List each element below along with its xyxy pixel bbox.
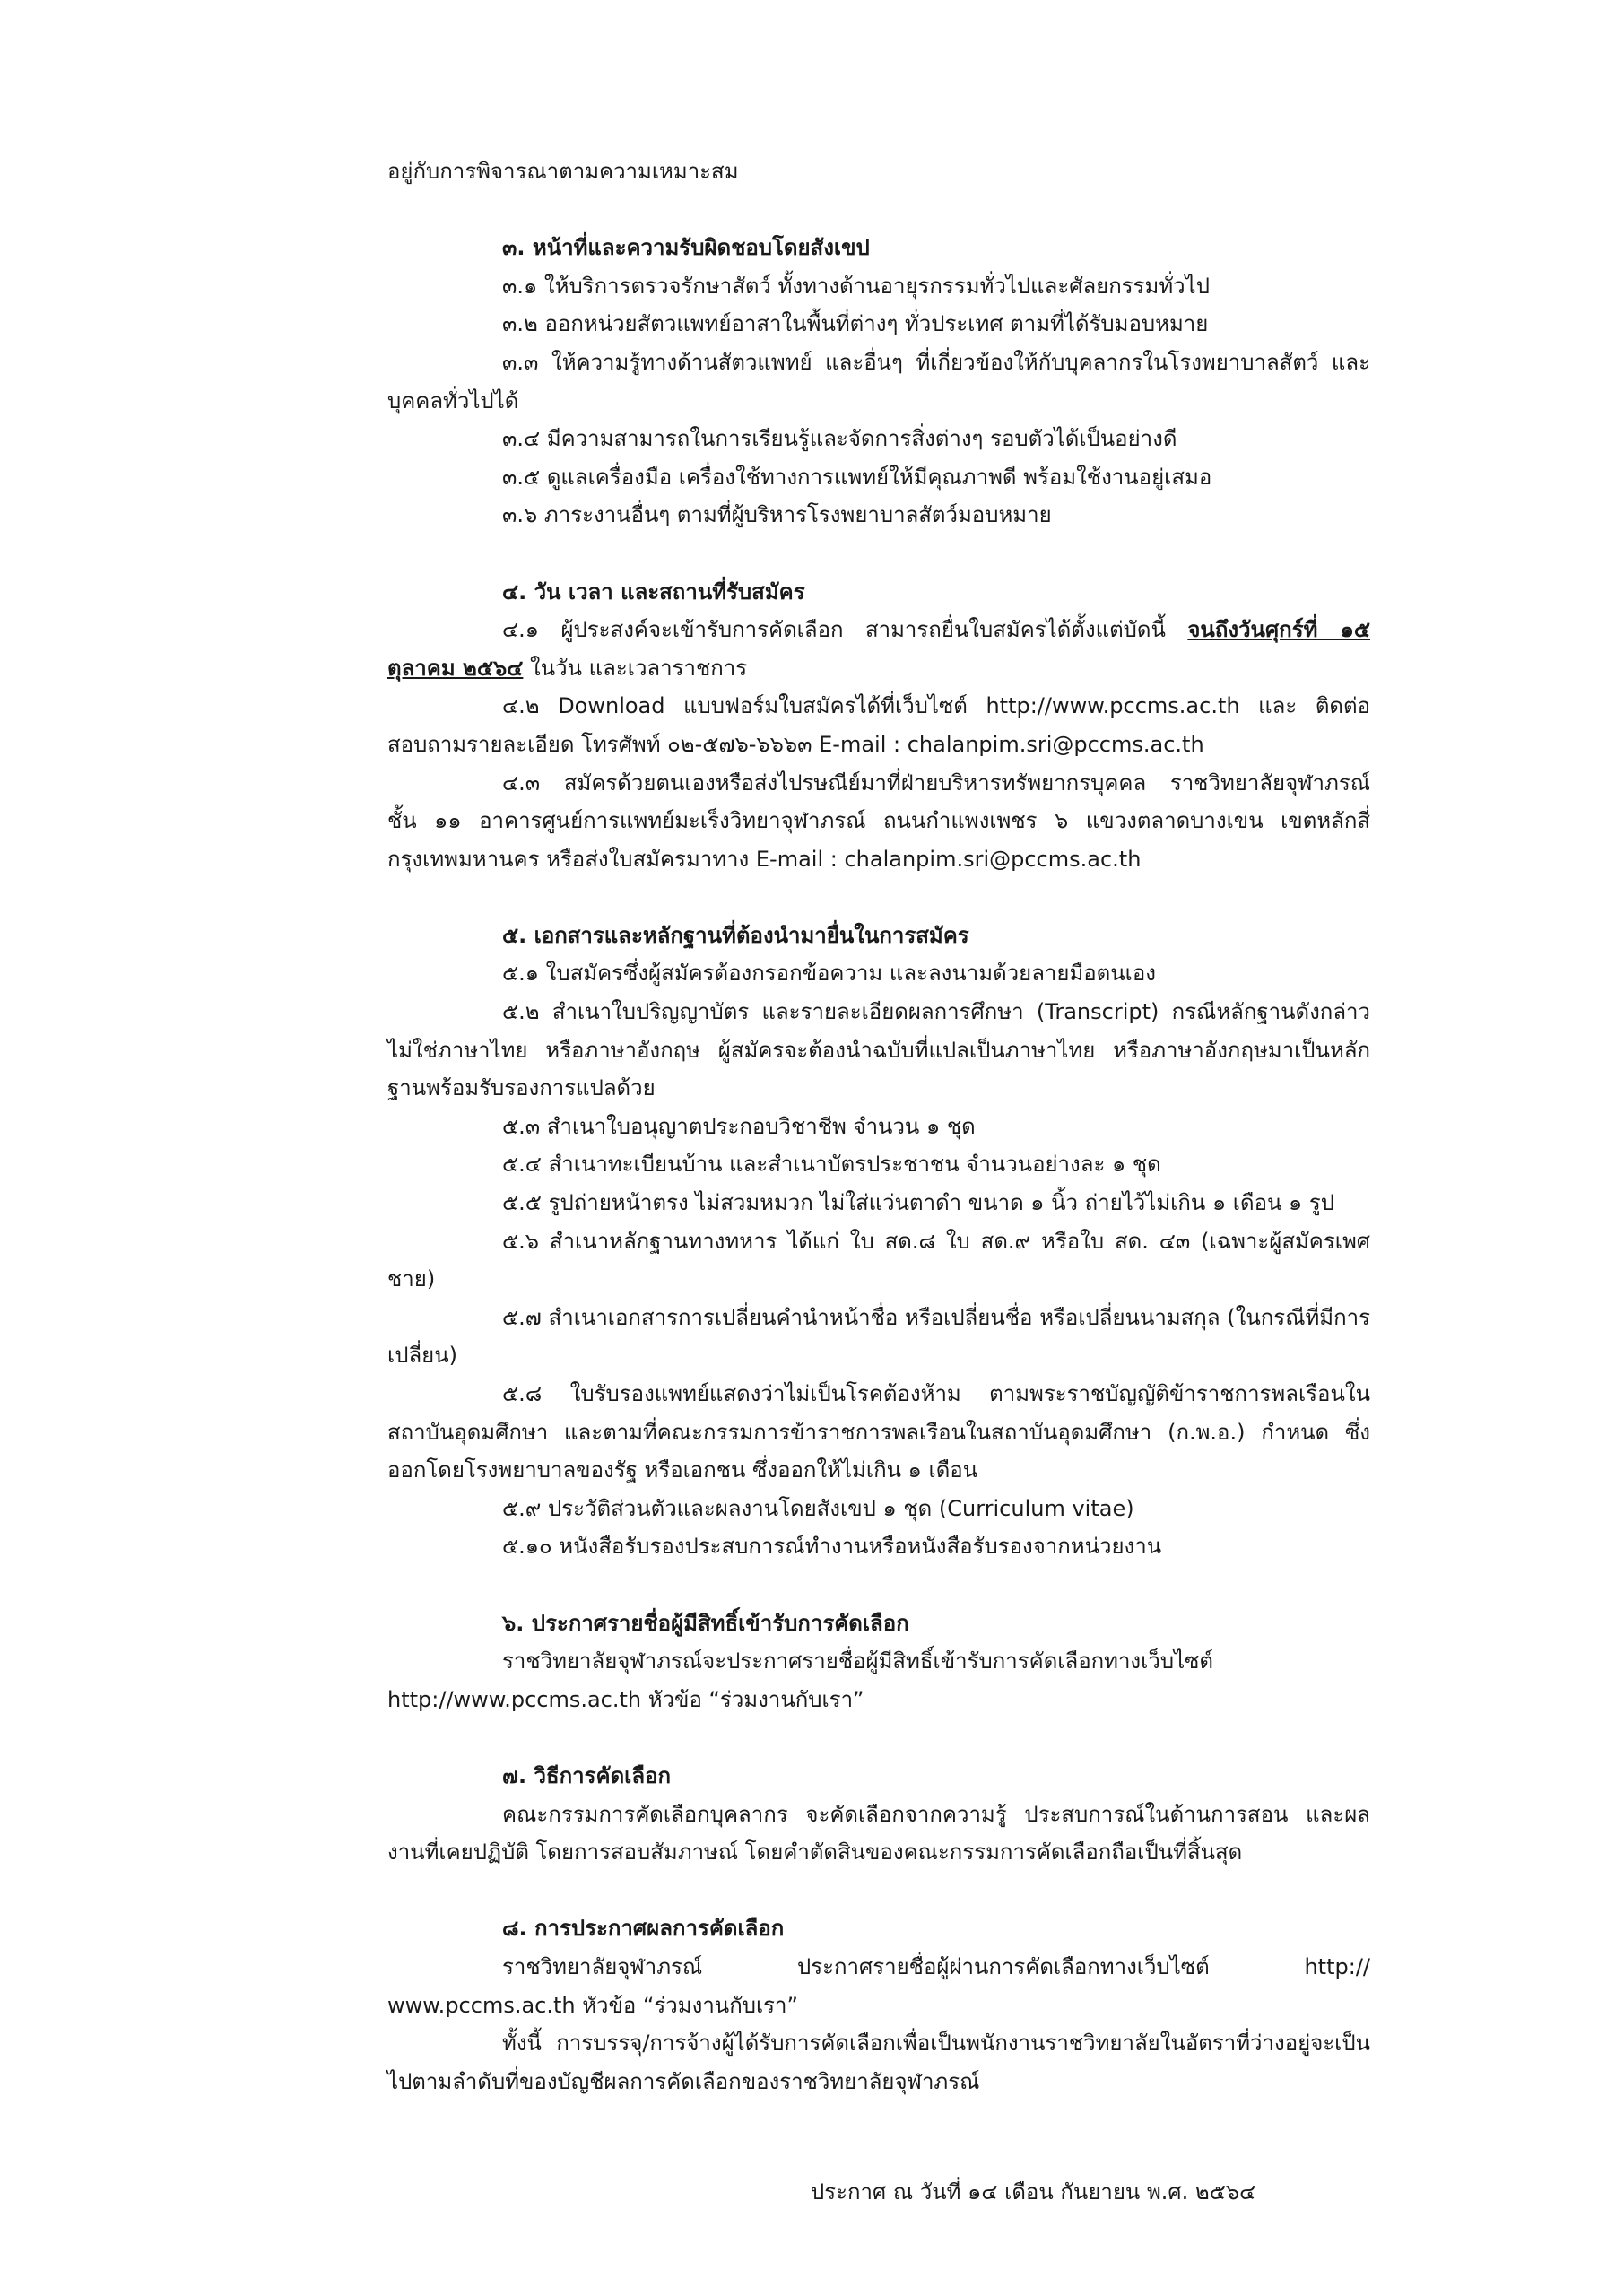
s3-item-3: ๓.๓ ให้ความรู้ทางด้านสัตวแพทย์ และอื่นๆ ที่เกี่ยวข้องให้กับบุคลากรในโรงพยาบาลสัตว์ และบุคคลทั่วไปได้: [387, 349, 1370, 413]
s6-body: ราชวิทยาลัยจุฬาภรณ์จะประกาศรายชื่อผู้มีสิทธิ์เข้ารับการคัดเลือกทางเว็บไซต์ http://www.pccms.ac.th หัวข้อ “ร่วมงานกับเรา”: [387, 1648, 1214, 1712]
s8-body-1: ราชวิทยาลัยจุฬาภรณ์ ประกาศรายชื่อผู้ผ่านการคัดเลือกทางเว็บไซต์ http:// www.pccms.ac.th หัวข้อ “ร่วมงานกับเรา”: [387, 1953, 1370, 2018]
s8-body-2: ทั้งนี้ การบรรจุ/การจ้างผู้ได้รับการคัดเลือกเพื่อเป็นพนักงานราชวิทยาลัยในอัตราที่ว่างอยู่จะเป็นไปตามลำดับที่ของบัญชีผลการคัดเลือกของราชวิทยาลัยจุฬาภรณ์: [387, 2031, 1370, 2094]
s4-item-1-text: ๔.๑ ผู้ประสงค์จะเข้ารับการคัดเลือก สามารถยื่นใบสมัครได้ตั้งแต่บัดนี้: [502, 617, 1166, 643]
announcement-date: ประกาศ ณ วันที่ ๑๔ เดือน กันยายน พ.ศ. ๒๕๖๔: [811, 2179, 1256, 2205]
intro-line: อยู่กับการพิจารณาตามความเหมาะสม: [387, 159, 739, 184]
s5-item-4: ๕.๔ สำเนาทะเบียนบ้าน และสำเนาบัตรประชาชน จำนวนอย่างละ ๑ ชุด: [502, 1152, 1161, 1178]
s5-item-2: ๕.๒ สำเนาใบปริญญาบัตร และรายละเอียดผลการศึกษา (Transcript) กรณีหลักฐานดังกล่าวไม่ใช่ภาษาไทย หรือภาษาอังกฤษ ผู้สมัครจะต้องนำฉบับที่แปลเป็นภาษาไทย หรือภาษาอังกฤษมาเป็นหลักฐานพร้อมรับรองการแปลด้วย: [387, 999, 1370, 1101]
s5-item-8: ๕.๘ ใบรับรองแพทย์แสดงว่าไม่เป็นโรคต้องห้าม ตามพระราชบัญญัติข้าราชการพลเรือนในสถาบันอุดมศึกษา และตามที่คณะกรรมการข้าราชการพลเรือนในสถาบันอุดมศึกษา (ก.พ.อ.) กำหนด ซึ่งออกโดยโรงพยาบาลของรัฐ หรือเอกชน ซึ่งออกให้ไม่เกิน ๑ เดือน: [387, 1381, 1370, 1483]
s5-item-1: ๕.๑ ใบสมัครซึ่งผู้สมัครต้องกรอกข้อความ และลงนามด้วยลายมือตนเอง: [502, 961, 1156, 987]
s5-item-10: ๕.๑๐ หนังสือรับรองประสบการณ์ทำงานหรือหนังสือรับรองจากหน่วยงาน: [502, 1534, 1162, 1560]
s5-item-3: ๕.๓ สำเนาใบอนุญาตประกอบวิชาชีพ จำนวน ๑ ชุด: [502, 1113, 976, 1139]
s4-item-2: ๔.๒ Download แบบฟอร์มใบสมัครได้ที่เว็บไซต์ http://www.pccms.ac.th และ ติดต่อสอบถามรายละเอียด โทรศัพท์ ๐๒-๕๗๖-๖๖๖๓ E-mail : chalanpim.sri@pccms.ac.th: [387, 693, 1370, 757]
section-8-heading: ๘. การประกาศผลการคัดเลือก: [502, 1916, 785, 1942]
s4-item-3: ๔.๓ สมัครด้วยตนเองหรือส่งไปรษณีย์มาที่ฝ่ายบริหารทรัพยากรบุคคล ราชวิทยาลัยจุฬาภรณ์ ชั้น ๑๑ อาคารศูนย์การแพทย์มะเร็งวิทยาจุฬาภรณ์ ถนนกำแพงเพชร ๖ แขวงตลาดบางเขน เขตหลักสี่ กรุงเทพมหานคร หรือส่งใบสมัครมาทาง E-mail : chalanpim.sri@pccms.ac.th: [387, 770, 1370, 872]
s3-item-5: ๓.๕ ดูแลเครื่องมือ เครื่องใช้ทางการแพทย์ให้มีคุณภาพดี พร้อมใช้งานอยู่เสมอ: [502, 464, 1212, 490]
s5-item-7: ๕.๗ สำเนาเอกสารการเปลี่ยนคำนำหน้าชื่อ หรือเปลี่ยนชื่อ หรือเปลี่ยนนามสกุล (ในกรณีที่มีการเปลี่ยน): [387, 1304, 1370, 1369]
application-deadline: จนถึงวันศุกร์ที่ ๑๕ ตุลาคม ๒๕๖๔: [387, 617, 1370, 681]
section-7-heading: ๗. วิธีการคัดเลือก: [502, 1762, 672, 1788]
s4-item-1: [387, 611, 1370, 687]
section-3-heading: ๓. หน้าที่และความรับผิดชอบโดยสังเขป: [502, 235, 870, 261]
s3-item-1: ๓.๑ ให้บริการตรวจรักษาสัตว์ ทั้งทางด้านอายุรกรรมทั่วไปและศัลยกรรมทั่วไป: [502, 273, 1210, 299]
s5-item-6: ๕.๖ สำเนาหลักฐานทางทหาร ได้แก่ ใบ สด.๘ ใบ สด.๙ หรือใบ สด. ๔๓ (เฉพาะผู้สมัครเพศชาย): [387, 1228, 1370, 1292]
s5-item-9: ๕.๙ ประวัติส่วนตัวและผลงานโดยสังเขป ๑ ชุด (Curriculum vitae): [502, 1495, 1134, 1521]
s5-item-5: ๕.๕ รูปถ่ายหน้าตรง ไม่สวมหมวก ไม่ใส่แว่นตาดำ ขนาด ๑ นิ้ว ถ่ายไว้ไม่เกิน ๑ เดือน ๑ รูป: [502, 1190, 1335, 1216]
document-body: [387, 152, 1370, 2211]
s3-item-4: ๓.๔ มีความสามารถในการเรียนรู้และจัดการสิ่งต่างๆ รอบตัวได้เป็นอย่างดี: [502, 426, 1177, 452]
s3-item-2: ๓.๒ ออกหน่วยสัตวแพทย์อาสาในพื้นที่ต่างๆ ทั่วประเทศ ตามที่ได้รับมอบหมาย: [502, 311, 1209, 337]
s7-body: คณะกรรมการคัดเลือกบุคลากร จะคัดเลือกจากความรู้ ประสบการณ์ในด้านการสอน และผลงานที่เคยปฏิบัติ โดยการสอบสัมภาษณ์ โดยคำตัดสินของคณะกรรมการคัดเลือกถือเป็นที่สิ้นสุด: [387, 1801, 1370, 1866]
section-6-heading: ๖. ประกาศรายชื่อผู้มีสิทธิ์เข้ารับการคัดเลือก: [502, 1610, 909, 1636]
section-5-heading: ๕. เอกสารและหลักฐานที่ต้องนำมายื่นในการสมัคร: [502, 922, 969, 948]
s4-item-1-suffix: ในวัน และเวลาราชการ: [530, 655, 748, 681]
s3-item-6: ๓.๖ ภาระงานอื่นๆ ตามที่ผู้บริหารโรงพยาบาลสัตว์มอบหมาย: [502, 502, 1052, 528]
section-4-heading: ๔. วัน เวลา และสถานที่รับสมัคร: [502, 578, 805, 604]
